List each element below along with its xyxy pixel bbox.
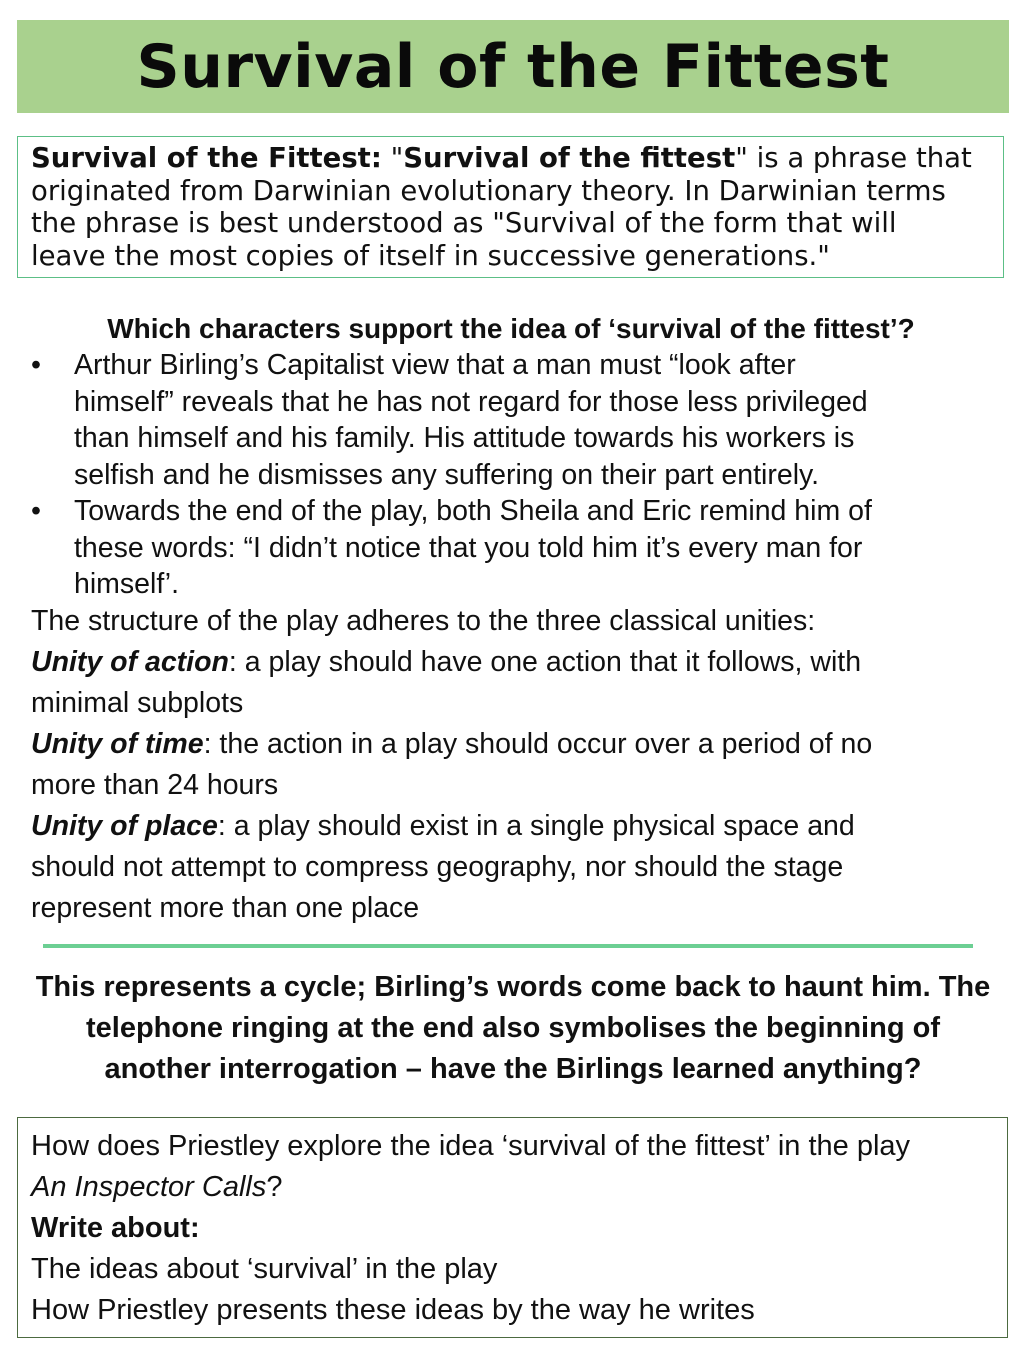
bullet-item: • Towards the end of the play, both Sheila and Eric remind him of these words: “I didn’t notice that you told him it’s every man for himself’.: [31, 495, 872, 600]
essay-task-box: [17, 1117, 1008, 1338]
write-about-heading: Write about:: [31, 1212, 200, 1244]
definition-term: Survival of the Fittest:: [31, 142, 382, 174]
definition-line: Survival of the Fittest: "Survival of the fittest" is a phrase that: [31, 142, 972, 174]
character-bullet-list: [31, 347, 1006, 603]
unity-of-place-cont: should not attempt to compress geography, nor should the stage: [31, 850, 844, 883]
task-question: How does Priestley explore the idea ‘survival of the fittest’ in the play: [31, 1130, 911, 1162]
definition-line: leave the most copies of itself in successive generations.": [31, 239, 830, 272]
bullet-item: • Arthur Birling’s Capitalist view that a man must “look after himself” reveals that he has not regard for those less privileged than himself and his family. His attitude towards his workers is selfish and he dismisses any suffering on their part entirely.: [31, 349, 868, 491]
unity-of-time: Unity of time: the action in a play should occur over a period of no: [31, 727, 873, 760]
bullet-icon: •: [31, 495, 41, 527]
unity-of-time-cont: more than 24 hours: [31, 768, 279, 801]
unity-of-place: Unity of place: a play should exist in a single physical space and: [31, 809, 855, 842]
task-point: The ideas about ‘survival’ in the play: [31, 1253, 498, 1285]
main-content: [31, 311, 1006, 929]
structure-intro: The structure of the play adheres to the three classical unities:: [31, 604, 816, 637]
unity-of-action-cont: minimal subplots: [31, 686, 244, 719]
definition-box: [17, 136, 1004, 278]
play-title: An Inspector Calls: [31, 1171, 267, 1203]
definition-line: originated from Darwinian evolutionary theory. In Darwinian terms: [31, 174, 946, 207]
task-point: How Priestley presents these ideas by the way he writes: [31, 1294, 755, 1326]
conclusion-text: This represents a cycle; Birling’s words come back to haunt him. The telephone ringing at the end also symbolises the beginning of another interrogation – have the Birlings learned anything?: [35, 971, 991, 1085]
unity-of-place-cont: represent more than one place: [31, 891, 420, 924]
page-title: Survival of the Fittest: [136, 31, 890, 102]
unity-of-action: Unity of action: a play should have one action that it follows, with: [31, 645, 862, 678]
characters-question: Which characters support the idea of ‘survival of the fittest’?: [107, 313, 915, 344]
definition-line: the phrase is best understood as "Survival of the form that will: [31, 207, 897, 239]
title-banner: [17, 20, 1009, 113]
section-divider: [43, 944, 973, 948]
task-question-cont: An Inspector Calls?: [31, 1171, 283, 1203]
bullet-icon: •: [31, 349, 41, 381]
